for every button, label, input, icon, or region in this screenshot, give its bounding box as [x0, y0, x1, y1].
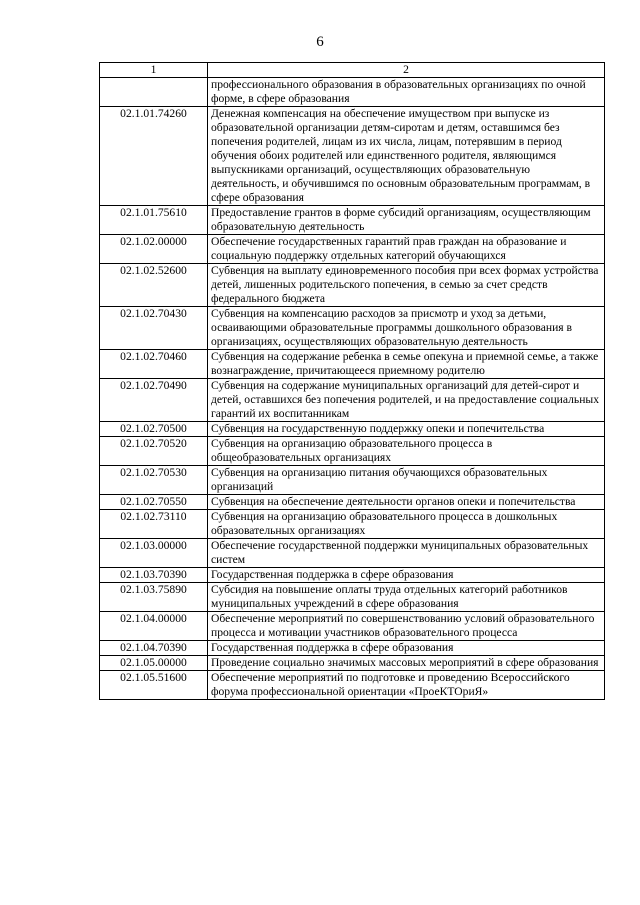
row-description: Субвенция на организацию образовательного процесса в общеобразовательных организациях	[208, 437, 605, 466]
table-row	[100, 656, 605, 671]
table-row	[100, 350, 605, 379]
row-description: Субвенция на содержание ребенка в семье опекуна и приемной семье, а также вознаграждение, причитающееся приемному родителю	[208, 350, 605, 379]
row-description: Обеспечение мероприятий по совершенствованию условий образовательного процесса и мотивации участников образовательного процесса	[208, 612, 605, 641]
row-code: 02.1.04.00000	[100, 612, 208, 641]
row-code: 02.1.02.70530	[100, 466, 208, 495]
table-row	[100, 671, 605, 700]
row-description: Субвенция на государственную поддержку опеки и попечительства	[208, 422, 605, 437]
table-row	[100, 539, 605, 568]
row-description: Проведение социально значимых массовых мероприятий в сфере образования	[208, 656, 605, 671]
row-description: Субвенция на организацию образовательного процесса в дошкольных образовательных организациях	[208, 510, 605, 539]
row-description: профессионального образования в образовательных организациях по очной форме, в сфере образования	[208, 78, 605, 107]
row-description: Денежная компенсация на обеспечение имуществом при выпуске из образовательной организации детям-сиротам и детям, оставшимся без попечения родителей, лицам из их числа, лицам, потерявшим в период обучения обоих родителей или единственного родителя, являющимся выпускниками организаций, осуществляющих образовательную деятельность, и обучившимся по основным образовательным программам, в сфере образования	[208, 107, 605, 206]
row-code: 02.1.03.75890	[100, 583, 208, 612]
table-row	[100, 510, 605, 539]
table-row	[100, 568, 605, 583]
row-code: 02.1.02.73110	[100, 510, 208, 539]
row-code: 02.1.05.00000	[100, 656, 208, 671]
row-description: Субвенция на компенсацию расходов за присмотр и уход за детьми, осваивающими образовательные программы дошкольного образования в организациях, осуществляющих образовательную деятельность	[208, 307, 605, 350]
row-code: 02.1.03.70390	[100, 568, 208, 583]
table-row	[100, 78, 605, 107]
table-row	[100, 206, 605, 235]
row-code	[100, 78, 208, 107]
table-row	[100, 107, 605, 206]
row-code: 02.1.02.70520	[100, 437, 208, 466]
table-row	[100, 612, 605, 641]
row-code: 02.1.05.51600	[100, 671, 208, 700]
row-code: 02.1.02.52600	[100, 264, 208, 307]
row-code: 02.1.03.00000	[100, 539, 208, 568]
row-description: Предоставление грантов в форме субсидий организациям, осуществляющим образовательную деятельность	[208, 206, 605, 235]
row-description: Субсидия на повышение оплаты труда отдельных категорий работников муниципальных учреждений в сфере образования	[208, 583, 605, 612]
table-row	[100, 379, 605, 422]
row-description: Государственная поддержка в сфере образования	[208, 641, 605, 656]
row-description: Обеспечение государственной поддержки муниципальных образовательных систем	[208, 539, 605, 568]
row-code: 02.1.02.70460	[100, 350, 208, 379]
row-description: Обеспечение государственных гарантий прав граждан на образование и социальную поддержку отдельных категорий обучающихся	[208, 235, 605, 264]
row-description: Обеспечение мероприятий по подготовке и проведению Всероссийского форума профессиональной ориентации «ПроеКТОриЯ»	[208, 671, 605, 700]
row-description: Субвенция на содержание муниципальных организаций для детей-сирот и детей, оставшихся без попечения родителей, и на предоставление социальных гарантий их воспитанникам	[208, 379, 605, 422]
row-code: 02.1.01.74260	[100, 107, 208, 206]
table-row	[100, 466, 605, 495]
row-description: Субвенция на организацию питания обучающихся образовательных организаций	[208, 466, 605, 495]
column-header-code: 1	[100, 63, 208, 78]
budget-classification-table	[99, 62, 605, 700]
table-row	[100, 495, 605, 510]
row-code: 02.1.02.70430	[100, 307, 208, 350]
table-row	[100, 307, 605, 350]
table-header-row	[100, 63, 605, 78]
row-code: 02.1.01.75610	[100, 206, 208, 235]
row-description: Государственная поддержка в сфере образования	[208, 568, 605, 583]
row-description: Субвенция на обеспечение деятельности органов опеки и попечительства	[208, 495, 605, 510]
table-row	[100, 641, 605, 656]
page-number: 6	[316, 34, 324, 50]
row-description: Субвенция на выплату единовременного пособия при всех формах устройства детей, лишенных родительского попечения, в семью за счет средств федерального бюджета	[208, 264, 605, 307]
row-code: 02.1.02.70500	[100, 422, 208, 437]
row-code: 02.1.02.70550	[100, 495, 208, 510]
column-header-description: 2	[208, 63, 605, 78]
row-code: 02.1.02.70490	[100, 379, 208, 422]
table-row	[100, 235, 605, 264]
table-row	[100, 583, 605, 612]
row-code: 02.1.04.70390	[100, 641, 208, 656]
table-row	[100, 264, 605, 307]
table-row	[100, 422, 605, 437]
table-row	[100, 437, 605, 466]
row-code: 02.1.02.00000	[100, 235, 208, 264]
